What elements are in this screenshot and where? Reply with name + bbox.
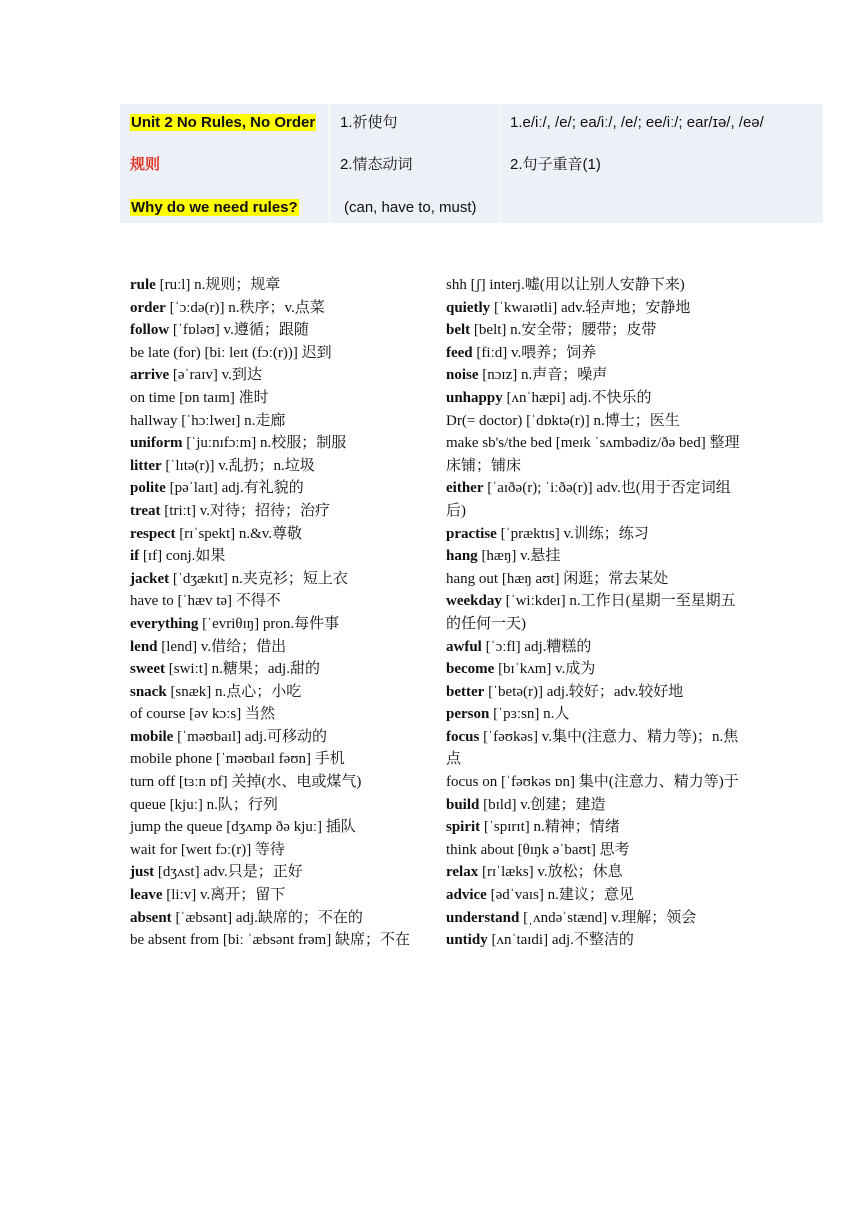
vocab-entry [446,477,746,522]
vocab-word: polite [130,480,166,497]
vocab-entry [130,816,420,839]
vocab-word: advice [446,887,487,904]
vocab-definition: [ˈdʒækɪt] n.夹克衫；短上衣 [169,570,348,587]
vocab-definition: [ˈfɒləʊ] v.遵循；跟随 [169,322,309,339]
vocab-entry [130,568,420,591]
vocab-word: weekday [446,593,502,610]
vocab-word: build [446,796,480,813]
vocab-definition: [rɪˈspekt] n.&v.尊敬 [175,525,303,542]
vocab-entry [130,410,420,433]
vocab-entry [446,884,746,907]
vocab-definition: be late (for) [biː leɪt (fɔː(r))] 迟到 [130,344,332,361]
grammar-line-3: (can, have to, must) [344,199,477,216]
unit-subtitle-text: 规则 [130,156,161,173]
vocab-definition: [belt] n.安全带；腰带；皮带 [470,322,657,339]
vocab-entry [130,681,420,704]
vocab-entry [130,703,420,726]
vocab-word: respect [130,525,176,542]
vocab-word: uniform [130,435,183,452]
vocab-word: hang [446,548,478,565]
vocab-definition: jump the queue [dʒʌmp ðə kjuː] 插队 [130,819,356,836]
vocab-definition: make sb's/the bed [meɪk ˈsʌmbədiz/ðə bed] 整理床铺；铺床 [446,435,740,474]
vocab-word: relax [446,864,479,881]
vocab-definition: [ˈevriθɪŋ] pron.每件事 [198,615,340,632]
grammar-line-2: 2.情态动词 [340,156,413,173]
vocab-entry [130,929,420,952]
vocab-word: leave [130,887,163,904]
unit-title [130,113,316,133]
unit-question [130,198,299,218]
header-col-phonics [500,104,823,223]
phonics-line-1: 1.e/iː/, /e/; ea/iː/, /e/; ee/iː/; ear/ɪə/, /eə/ [510,114,764,131]
vocab-definition: [ˈwiːkdeɪ] n.工作日(星期一至星期五的任何一天) [446,593,736,632]
vocab-word: noise [446,367,479,384]
vocab-entry [446,771,746,794]
vocab-word: sweet [130,661,165,678]
vocab-definition: on time [ɒn taɪm] 准时 [130,389,269,406]
vocab-entry [130,455,420,478]
vocab-definition: mobile phone [ˈməʊbaɪl fəʊn] 手机 [130,751,345,768]
vocab-entry [130,613,420,636]
vocab-definition: [ˈpræktɪs] v.训练；练习 [496,525,649,542]
vocab-definition: [rɪˈlæks] v.放松；休息 [478,864,623,881]
vocab-word: absent [130,909,172,926]
vocab-definition: queue [kjuː] n.队；行列 [130,796,278,813]
vocab-entry [130,884,420,907]
vocab-definition: [ˈbetə(r)] adj.较好；adv.较好地 [484,683,684,700]
vocab-definition: [ˈaɪðə(r); ˈiːðə(r)] adv.也(用于否定词组后) [446,480,731,519]
header-col-unit [120,104,330,223]
vocab-definition: [dʒʌst] adv.只是；正好 [154,864,303,881]
vocab-word: jacket [130,570,170,587]
vocab-word: follow [130,322,170,339]
vocab-word: everything [130,615,199,632]
vocab-definition: [bɪˈkʌm] v.成为 [494,661,596,678]
vocab-entry [130,748,420,771]
vocab-definition: [ˈfəʊkəs] v.集中(注意力、精力等)；n.焦点 [446,728,739,768]
vocab-definition: think about [θɪŋk əˈbaʊt] 思考 [446,841,630,858]
vocab-entry [446,568,746,591]
vocab-word: person [446,706,490,723]
vocab-definition: [ədˈvaɪs] n.建议；意见 [486,887,634,904]
vocab-entry [446,342,746,365]
vocab-word: feed [446,344,473,361]
vocab-column-right [446,274,746,952]
vocab-word: if [130,548,140,565]
vocab-word: rule [130,277,156,293]
vocab-entry [446,387,746,410]
vocab-definition: [triːt] v.对待；招待；治疗 [160,502,330,519]
vocab-definition: [ˌʌndəˈstænd] v.理解；领会 [519,909,697,926]
vocab-word: become [446,661,495,678]
vocab-word: snack [130,683,167,700]
grammar-line-1: 1.祈使句 [340,114,398,131]
vocab-entry [446,907,746,930]
vocab-word: belt [446,322,471,339]
unit-title-text: Unit 2 No Rules, No Order [131,114,316,131]
vocab-entry [130,387,420,410]
vocab-definition: [ɪf] conj.如果 [139,548,226,565]
unit-subtitle [130,155,160,175]
vocab-entry [446,636,746,659]
vocab-definition: shh [ʃ] interj.嘘(用以让别人安静下来) [446,277,685,293]
vocab-entry [130,274,420,297]
vocab-entry [130,861,420,884]
vocab-word: focus [446,728,480,745]
vocab-definition: be absent from [biː ˈæbsənt frəm] 缺席；不在 [130,932,410,949]
unit-header-table [120,104,823,223]
vocab-definition: Dr(= doctor) [ˈdɒktə(r)] n.博士；医生 [446,412,680,429]
vocab-definition: [swiːt] n.糖果；adj.甜的 [164,661,320,678]
vocab-definition: of course [əv kɔːs] 当然 [130,706,275,723]
vocab-word: arrive [130,367,170,384]
vocab-definition: wait for [weɪt fɔː(r)] 等待 [130,841,285,858]
vocab-entry [130,342,420,365]
vocab-entry [446,410,746,433]
vocab-entry [130,794,420,817]
vocab-word: understand [446,909,520,926]
vocab-definition: [ˈkwaɪətli] adv.轻声地；安静地 [490,299,691,316]
vocab-entry [446,794,746,817]
vocab-entry [446,364,746,387]
vocab-definition: [ˈməʊbaɪl] adj.可移动的 [173,728,327,745]
vocab-definition: hang out [hæŋ aʊt] 闲逛；常去某处 [446,570,669,587]
vocab-entry [446,297,746,320]
vocab-entry [446,861,746,884]
vocab-entry [130,590,420,613]
vocab-word: treat [130,502,161,519]
vocab-column-left [130,274,420,952]
vocab-entry [130,907,420,930]
vocab-word: lend [130,638,158,655]
vocab-entry [130,839,420,862]
vocab-definition: [ˈɔːdə(r)] n.秩序；v.点菜 [165,299,325,316]
vocab-entry [130,771,420,794]
vocab-definition: [ˈpɜːsn] n.人 [489,706,570,723]
vocab-entry [446,929,746,952]
phonics-line-2: 2.句子重音(1) [510,156,601,173]
vocab-word: spirit [446,819,481,836]
vocab-entry [130,658,420,681]
vocab-entry [446,432,746,477]
vocab-definition: [ʌnˈtaɪdi] adj.不整洁的 [487,932,634,949]
vocab-definition: [hæŋ] v.悬挂 [477,548,561,565]
vocab-definition: hallway [ˈhɔːlweɪ] n.走廊 [130,412,286,429]
vocab-definition: [ʌnˈhæpi] adj.不快乐的 [502,389,652,406]
vocab-definition: [pəˈlaɪt] adj.有礼貌的 [165,480,304,497]
vocab-word: either [446,480,484,497]
vocab-entry [446,839,746,862]
vocab-definition: [fiːd] v.喂养；饲养 [472,344,597,361]
vocab-definition: [snæk] n.点心；小吃 [166,683,302,700]
vocab-entry [130,477,420,500]
vocab-definition: turn off [tɜːn ɒf] 关掉(水、电或煤气) [130,774,362,791]
vocab-entry [130,636,420,659]
vocab-entry [446,274,746,297]
vocab-word: mobile [130,728,174,745]
vocab-definition: [əˈraɪv] v.到达 [169,367,262,384]
vocab-definition: [liːv] v.离开；留下 [162,887,286,904]
vocab-word: just [130,864,155,881]
vocab-definition: [ˈæbsənt] adj.缺席的；不在的 [171,909,363,926]
vocab-word: quietly [446,299,491,316]
vocab-entry [446,726,746,771]
vocab-entry [446,523,746,546]
vocab-word: practise [446,525,497,542]
vocab-entry [130,297,420,320]
header-col-grammar [330,104,500,223]
vocab-entry [446,658,746,681]
vocab-word: unhappy [446,389,503,406]
vocab-entry [130,319,420,342]
vocab-entry [446,319,746,342]
vocab-definition: [ˈjuːnɪfɔːm] n.校服；制服 [182,435,347,452]
vocab-entry [130,432,420,455]
vocab-definition: [ˈlɪtə(r)] v.乱扔；n.垃圾 [161,457,315,474]
vocab-entry [446,545,746,568]
unit-question-text: Why do we need rules? [131,199,298,216]
vocab-entry [130,500,420,523]
vocab-entry [446,590,746,635]
vocab-entry [446,681,746,704]
vocab-word: litter [130,457,162,474]
vocab-entry [130,726,420,749]
vocab-definition: focus on [ˈfəʊkəs ɒn] 集中(注意力、精力等)于 [446,774,739,791]
vocab-word: untidy [446,932,488,949]
vocab-entry [130,523,420,546]
vocab-word: better [446,683,485,700]
vocab-definition: [bɪld] v.创建；建造 [479,796,606,813]
vocab-definition: [lend] v.借给；借出 [157,638,287,655]
vocab-entry [130,545,420,568]
vocab-definition: [ˈɔːfl] adj.糟糕的 [481,638,592,655]
vocab-definition: [ruːl] n.规则；规章 [155,277,281,293]
vocab-word: awful [446,638,482,655]
vocab-entry [446,816,746,839]
vocab-entry [446,703,746,726]
vocab-definition: have to [ˈhæv tə] 不得不 [130,593,281,610]
vocab-definition: [nɔɪz] n.声音；噪声 [478,367,608,384]
vocab-entry [130,364,420,387]
vocab-definition: [ˈspɪrɪt] n.精神；情绪 [480,819,620,836]
vocab-word: order [130,299,166,316]
